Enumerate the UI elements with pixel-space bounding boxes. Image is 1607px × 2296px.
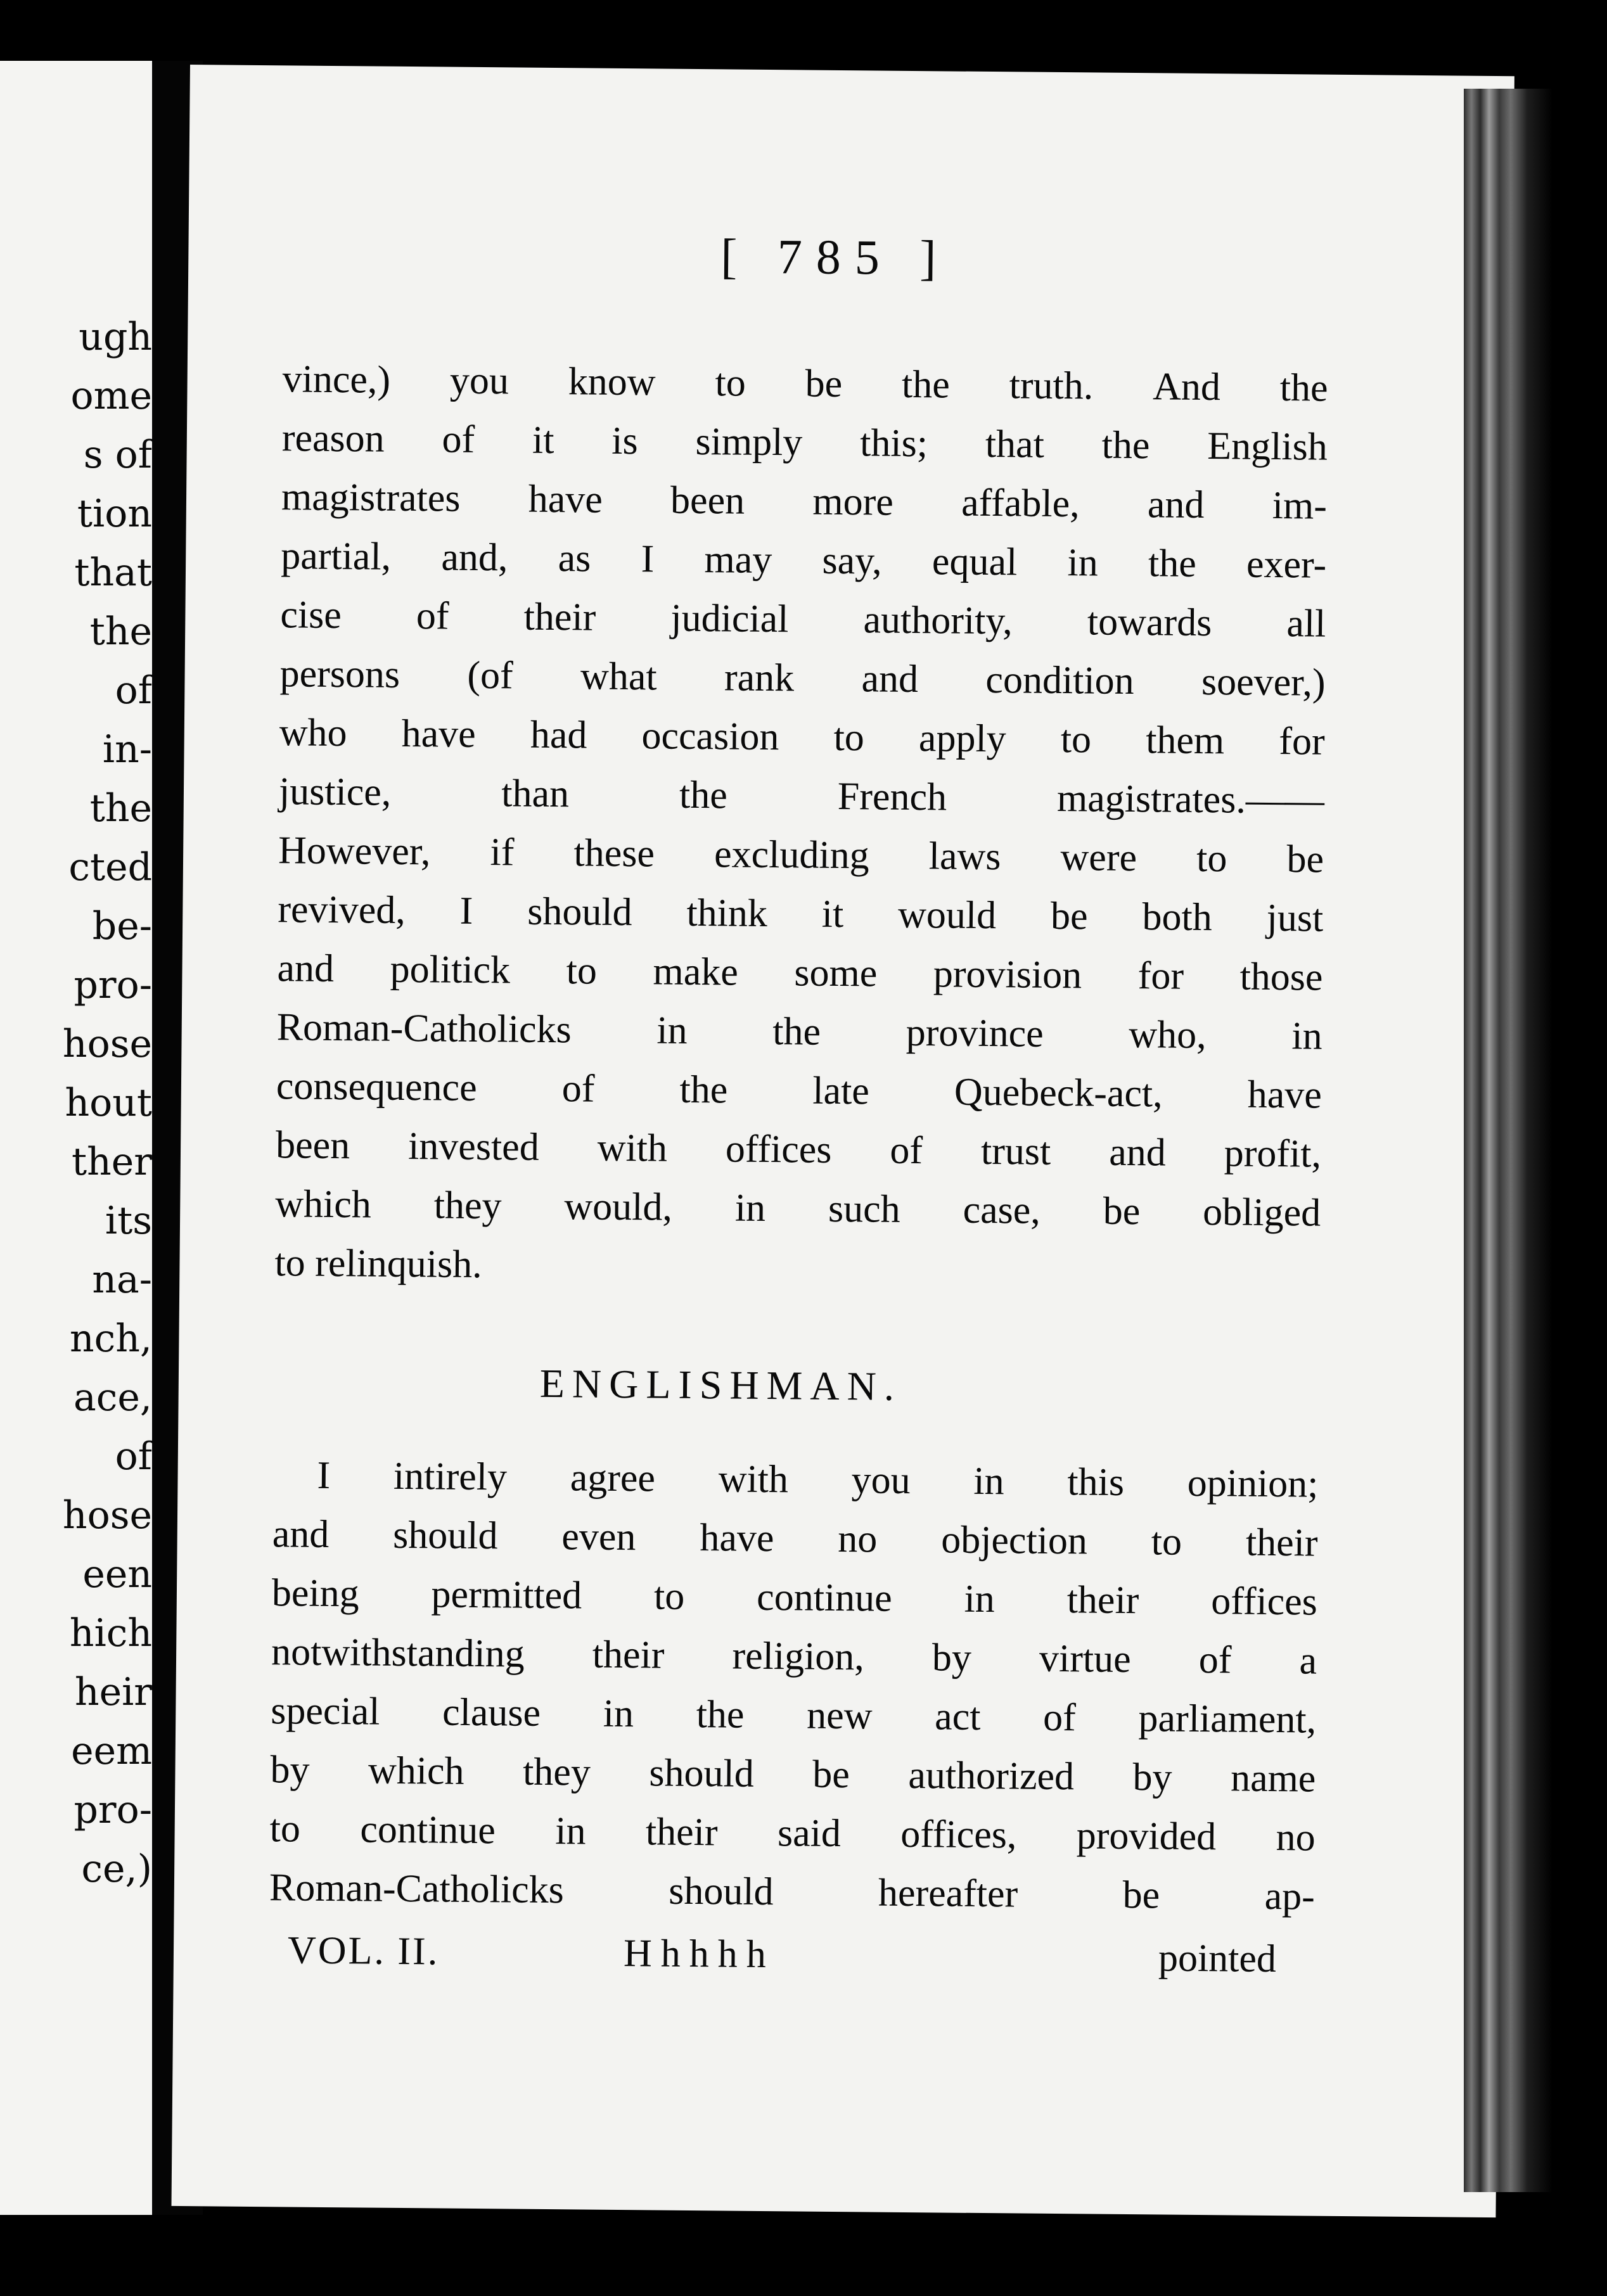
left-line-fragment: ace, [74,1375,152,1420]
text-line: Roman-Catholicks should hereafter be ap- [269,1866,1316,1918]
text-line: and should even have no objection to their [272,1512,1318,1565]
left-line-fragment: ce,) [81,1847,152,1891]
left-line-fragment: eem [71,1729,152,1773]
speaker-heading: ENGLISHMAN. [539,1360,902,1409]
volume-label: VOL. II. [287,1929,440,1974]
left-page-text-fragments [0,308,152,1899]
page-edges [1464,89,1553,2192]
book-page [172,65,1514,2217]
left-line-fragment: ome [70,374,152,418]
text-line: to continue in their said offices, provided no [269,1807,1316,1859]
left-line-fragment: ther [72,1140,152,1184]
text-line: cise of their judicial authority, towards all [280,593,1326,646]
text-line: which they would, in such case, be obliged [275,1182,1321,1235]
page-footer [269,1928,1314,1981]
left-line-fragment: hose [62,1493,152,1538]
left-page-fragment [0,61,152,2215]
text-line: and politick to make some provision for those [277,947,1323,999]
left-line-fragment: that [74,551,152,595]
left-line-fragment: be- [92,904,152,948]
left-line-fragment: in- [102,727,152,772]
left-line-fragment: s of [83,433,152,477]
text-line: being permitted to continue in their offices [271,1571,1318,1624]
left-line-fragment: hich [69,1611,152,1655]
left-line-fragment: its [105,1199,152,1243]
catchword: pointed [1158,1936,1277,1981]
left-line-fragment: hout [65,1081,152,1125]
text-line: Roman-Catholicks in the province who, in [276,1005,1322,1058]
left-line-fragment: na- [92,1258,152,1302]
left-line-fragment: pro- [74,963,152,1007]
text-line: special clause in the new act of parliament, [271,1689,1317,1742]
left-line-fragment: ugh [79,315,152,359]
text-line: I intirely agree with you in this opinion; [317,1453,1319,1506]
signature-mark: Hhhhh [623,1932,776,1977]
text-line: justice, than the French magistrates.—— [278,770,1325,822]
text-line: by which they should be authorized by name [270,1748,1316,1801]
page-number: [ 785 ] [720,228,951,286]
text-line: who have had occasion to apply to them for [279,711,1325,763]
text-line: magistrates have been more affable, and im- [281,475,1328,528]
text-line: vince,) you know to be the truth. And the [282,357,1328,410]
left-line-fragment: of [115,668,152,713]
left-line-fragment: nch, [70,1317,152,1361]
left-line-fragment: of [115,1434,152,1479]
left-line-fragment: the [89,786,152,831]
text-line: reason of it is simply this; that the English [281,416,1328,469]
left-line-fragment: hose [62,1022,152,1066]
left-line-fragment: cted [68,845,152,890]
text-block [269,65,1331,1981]
left-line-fragment: heir [74,1670,152,1714]
text-line: partial, and, as I may say, equal in the exer- [280,534,1327,587]
text-line: However, if these excluding laws were to be [278,829,1324,881]
text-line: notwithstanding their religion, by virtue of a [271,1630,1317,1683]
text-line: been invested with offices of trust and profit, [275,1123,1322,1176]
text-line: to relinquish. [274,1241,482,1287]
left-line-fragment: pro- [74,1788,152,1832]
text-line: revived, I should think it would be both just [278,888,1324,940]
left-line-fragment: een [82,1552,152,1597]
left-line-fragment: tion [77,492,152,536]
text-line: persons (of what rank and condition soever,) [279,652,1326,705]
left-line-fragment: the [89,609,152,654]
text-line: consequence of the late Quebeck-act, have [276,1064,1322,1117]
